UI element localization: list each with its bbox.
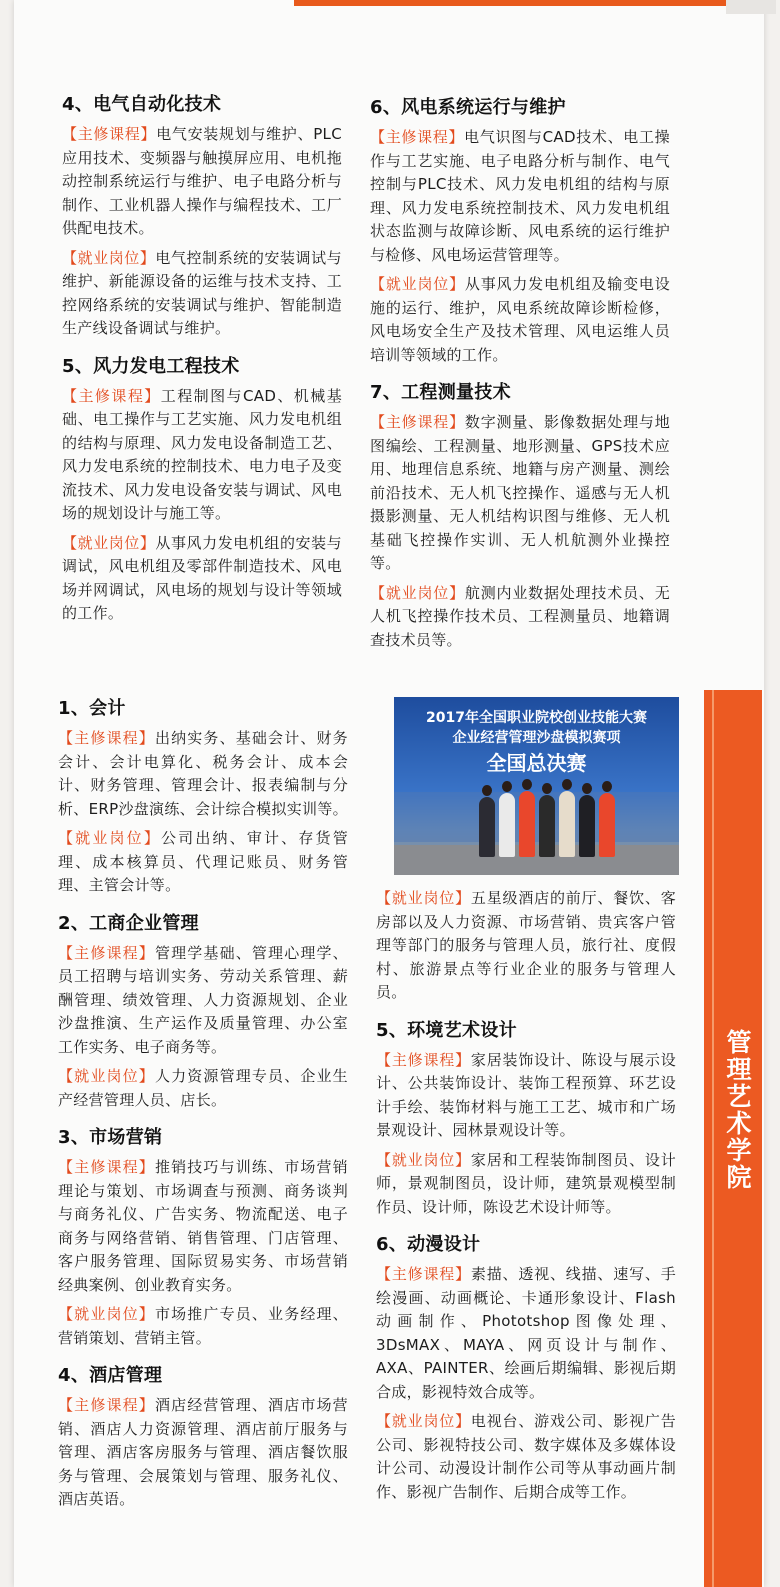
job-text: 电气控制系统的安装调试与维护、新能源设备的运维与技术支持、工控网络系统的安装调试与维护、智能制造生产线设备调试与维护。 bbox=[62, 248, 342, 337]
job-tag: 【就业岗位】 bbox=[62, 248, 156, 267]
job-paragraph bbox=[58, 827, 348, 898]
job-tag: 【就业岗位】 bbox=[376, 1150, 471, 1169]
job-text: 从事风力发电机组及输变电设施的运行、维护，风电系统故障诊断检修，风电场安全生产及技术管理、风电运维人员培训等领域的工作。 bbox=[370, 275, 670, 364]
section-accounting bbox=[58, 697, 348, 898]
course-paragraph bbox=[58, 727, 348, 821]
college-name: 管理艺术学院 bbox=[723, 1029, 752, 1191]
course-tag: 【主修课程】 bbox=[58, 1158, 155, 1176]
course-text: 电气识图与CAD技术、电工操作与工艺实施、电子电路分析与制作、电气控制与PLC技术、风力发电机组的结构与原理、风力发电系统控制技术、风力发电机组状态监测与故障诊断、风电系统的运行维护与检修、风电场运营管理等。 bbox=[370, 128, 670, 264]
job-text: 五星级酒店的前厅、餐饮、客房部以及人力资源、市场营销、贵宾客户管理等部门的服务与管理人员，旅行社、度假村、旅游景点等行业企业的服务与管理人员。 bbox=[376, 889, 676, 1001]
brochure-page bbox=[14, 0, 764, 1587]
section-wind-system-operation bbox=[370, 96, 670, 367]
job-tag: 【就业岗位】 bbox=[58, 1067, 155, 1085]
job-tag: 【就业岗位】 bbox=[376, 889, 471, 907]
competition-photo bbox=[394, 697, 679, 875]
job-paragraph bbox=[58, 1303, 348, 1350]
job-tag: 【就业岗位】 bbox=[370, 275, 465, 293]
job-tag: 【就业岗位】 bbox=[370, 583, 465, 602]
job-text: 市场推广专员、业务经理、营销策划、营销主管。 bbox=[58, 1305, 348, 1347]
course-tag: 【主修课程】 bbox=[376, 1050, 471, 1069]
course-text: 推销技巧与训练、市场营销理论与策划、市场调查与预测、商务谈判与商务礼仪、广告实务、物流配送、电子商务与网络营销、销售管理、门店管理、客户服务管理、国际贸易实务、市场营销经典案例、创业教育实务。 bbox=[58, 1158, 348, 1294]
section-marketing bbox=[58, 1126, 348, 1350]
person-figure bbox=[559, 791, 575, 857]
person-figure bbox=[479, 797, 495, 857]
course-paragraph bbox=[58, 1156, 348, 1297]
section-animation-design bbox=[376, 1233, 676, 1504]
section-business-management bbox=[58, 912, 348, 1113]
course-text: 管理学基础、管理心理学、员工招聘与培训实务、劳动关系管理、薪酬管理、绩效管理、人力资源规划、企业沙盘推演、生产运作及质量管理、办公室工作实务、电子商务等。 bbox=[58, 943, 348, 1056]
course-text: 数字测量、影像数据处理与地图编绘、工程测量、地形测量、GPS技术应用、地理信息系统、地籍与房产测量、测绘前沿技术、无人机飞控操作、遥感与无人机摄影测量、无人机结构识图与维修、无人机基础飞控操作实训、无人机航测外业操控等。 bbox=[370, 413, 670, 572]
section-title: 6、风电系统运行与维护 bbox=[370, 97, 566, 118]
college-sidebar bbox=[704, 690, 762, 1587]
course-paragraph bbox=[62, 385, 342, 526]
section-environmental-art-design bbox=[376, 1019, 676, 1220]
person-figure bbox=[539, 795, 555, 857]
job-text: 航测内业数据处理技术员、无人机飞控操作技术员、工程测量员、地籍调查技术员等。 bbox=[370, 583, 670, 649]
course-tag: 【主修课程】 bbox=[58, 943, 155, 962]
photo-title-line3: 全国总决赛 bbox=[486, 751, 587, 775]
person-figure bbox=[579, 795, 595, 857]
course-text: 电气安装规划与维护、PLC应用技术、变频器与触摸屏应用、电机拖动控制系统运行与维护、电子电路分析与制作、工业机器人操作与编程技术、工厂供配电技术。 bbox=[62, 125, 342, 237]
job-paragraph bbox=[370, 273, 670, 367]
course-tag: 【主修课程】 bbox=[376, 1265, 471, 1283]
section-engineering-survey bbox=[370, 381, 670, 652]
section-wind-power-engineering bbox=[62, 355, 342, 626]
section-title: 7、工程测量技术 bbox=[370, 382, 511, 403]
person-figure bbox=[499, 793, 515, 857]
course-tag: 【主修课程】 bbox=[58, 1396, 155, 1414]
section-hotel-management bbox=[58, 1364, 348, 1512]
course-tag: 【主修课程】 bbox=[370, 128, 465, 146]
column-bottom-right bbox=[376, 887, 676, 1518]
section-title: 3、市场营销 bbox=[58, 1127, 163, 1148]
section-electrical-automation bbox=[62, 93, 342, 341]
photo-title-line1: 2017年全国职业院校创业技能大赛 bbox=[426, 710, 647, 726]
job-paragraph bbox=[58, 1065, 348, 1112]
person-figure bbox=[599, 793, 615, 857]
job-paragraph bbox=[62, 532, 342, 626]
course-text: 出纳实务、基础会计、财务会计、会计电算化、税务会计、成本会计、财务管理、管理会计、报表编制与分析、ERP沙盘演练、会计综合模拟实训等。 bbox=[58, 729, 348, 818]
section-title: 4、酒店管理 bbox=[58, 1365, 163, 1386]
course-tag: 【主修课程】 bbox=[62, 125, 157, 143]
photo-backdrop bbox=[394, 792, 679, 842]
section-title: 4、电气自动化技术 bbox=[62, 94, 222, 115]
course-text: 酒店经营管理、酒店市场营销、酒店人力资源管理、酒店前厅服务与管理、酒店客房服务与管理、酒店餐饮服务与管理、会展策划与管理、服务礼仪、酒店英语。 bbox=[58, 1396, 348, 1508]
course-text: 工程制图与CAD、机械基础、电工操作与工艺实施、风力发电机组的结构与原理、风力发电设备制造工艺、风力发电系统的控制技术、电力电子及变流技术、风力发电设备安装与调试、风电场的规划设计与施工等。 bbox=[62, 386, 342, 522]
course-tag: 【主修课程】 bbox=[58, 729, 155, 747]
job-tag: 【就业岗位】 bbox=[376, 1412, 471, 1430]
course-paragraph bbox=[376, 1263, 676, 1404]
course-paragraph bbox=[370, 126, 670, 267]
column-bottom-left bbox=[58, 697, 348, 1526]
course-paragraph bbox=[62, 123, 342, 241]
section-hotel-jobs bbox=[376, 887, 676, 1005]
column-top-left bbox=[62, 93, 342, 640]
course-text: 家居装饰设计、陈设与展示设计、公共装饰设计、装饰工程预算、环艺设计手绘、装饰材料与施工工艺、城市和广场景观设计、园林景观设计等。 bbox=[376, 1050, 676, 1139]
top-accent-bar bbox=[294, 0, 726, 6]
column-top-right bbox=[370, 96, 670, 666]
section-title: 6、动漫设计 bbox=[376, 1234, 481, 1255]
job-tag: 【就业岗位】 bbox=[62, 533, 156, 552]
page-edge bbox=[726, 0, 776, 14]
job-text: 电视台、游戏公司、影视广告公司、影视特技公司、数字媒体及多媒体设计公司、动漫设计制作公司等从事动画片制作、影视广告制作、后期合成等工作。 bbox=[376, 1412, 676, 1501]
photo-title-line2: 企业经营管理沙盘模拟赛项 bbox=[452, 730, 621, 746]
job-paragraph bbox=[370, 582, 670, 653]
photo-floor bbox=[394, 845, 679, 875]
job-paragraph bbox=[376, 887, 676, 1005]
job-tag: 【就业岗位】 bbox=[58, 1305, 155, 1323]
job-tag: 【就业岗位】 bbox=[58, 829, 162, 847]
course-paragraph bbox=[376, 1049, 676, 1143]
course-paragraph bbox=[370, 411, 670, 576]
job-text: 公司出纳、审计、存货管理、成本核算员、代理记账员、财务管理、主管会计等。 bbox=[58, 829, 348, 894]
section-title: 5、环境艺术设计 bbox=[376, 1019, 517, 1041]
person-figure bbox=[519, 791, 535, 857]
job-text: 家居和工程装饰制图员、设计师，景观制图员，设计师，建筑景观模型制作员、设计师，陈设艺术设计师等。 bbox=[376, 1150, 676, 1216]
course-paragraph bbox=[58, 1394, 348, 1512]
job-paragraph bbox=[376, 1149, 676, 1220]
section-title: 5、风力发电工程技术 bbox=[62, 355, 240, 377]
section-title: 2、工商企业管理 bbox=[58, 912, 199, 934]
course-paragraph bbox=[58, 942, 348, 1060]
section-title: 1、会计 bbox=[58, 698, 126, 719]
job-paragraph bbox=[62, 247, 342, 341]
course-tag: 【主修课程】 bbox=[62, 386, 161, 405]
job-text: 人力资源管理专员、企业生产经营管理人员、店长。 bbox=[58, 1067, 348, 1109]
sidebar-stripe bbox=[712, 690, 714, 1587]
course-tag: 【主修课程】 bbox=[370, 413, 465, 431]
job-text: 从事风力发电机组的安装与调试，风电机组及零部件制造技术、风电场并网调试，风电场的规划与设计等领域的工作。 bbox=[62, 533, 342, 622]
course-text: 素描、透视、线描、速写、手绘漫画、动画概论、卡通形象设计、Flash动画制作、Phototshop图像处理、3DsMAX、MAYA、网页设计与制作、AXA、PAINTER、绘画后期编辑、影视后期合成，影视特效合成等。 bbox=[376, 1265, 676, 1401]
job-paragraph bbox=[376, 1410, 676, 1504]
